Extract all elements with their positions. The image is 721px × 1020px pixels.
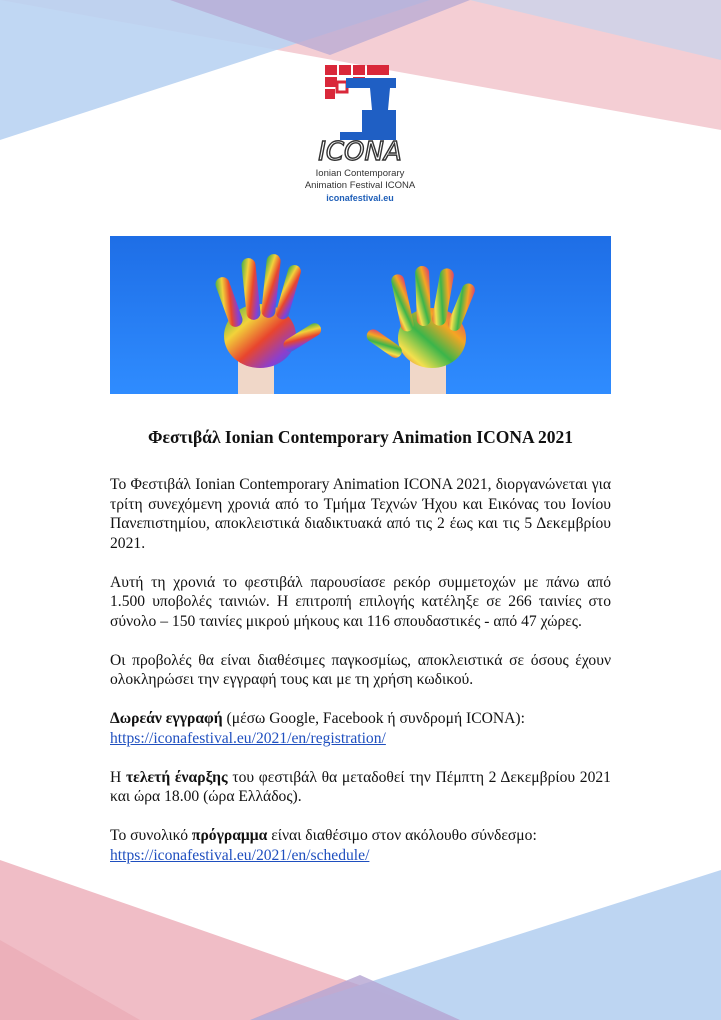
paragraph-submissions: Αυτή τη χρονιά το φεστιβάλ παρουσίασε ρεκόρ συμμετοχών με πάνω από 1.500 υποβολές ταινιών. Η επιτροπή επιλογής κατέληξε σε 266 ταινίες στο σύνολο – 150 ταινίες μικρού μήκους και 116 σπουδαστικές - από 47 χώρες.: [110, 573, 611, 630]
opening-text-b: του φεστιβάλ θα μεταδοθεί την Πέμπτη 2 Δεκεμβρίου 2021 και ώρα 18.00 (ώρα Ελλάδος).: [110, 768, 611, 805]
logo-site: iconafestival.eu: [326, 193, 394, 203]
painted-hands-image: [110, 236, 611, 394]
paragraph-intro: Το Φεστιβάλ Ionian Contemporary Animation ICONA 2021, διοργανώνεται για τρίτη συνεχόμενη χρονιά από το Τμήμα Τεχνών Ήχου και Εικόνας του Ιονίου Πανεπιστημίου, αποκλειστικά διαδικτυακά από τις 2 έως και τις 5 Δεκεμβρίου 2021.: [110, 476, 611, 552]
page-title: Φεστιβάλ Ionian Contemporary Animation ICONA 2021: [147, 427, 574, 447]
logo-line-2: Animation Festival ICONA: [304, 180, 416, 191]
paragraph-opening: [110, 768, 611, 807]
paragraph-schedule: [110, 826, 611, 865]
logo-line-1: Ionian Contemporary: [315, 168, 405, 179]
registration-link[interactable]: https://iconafestival.eu/2021/en/registration/: [110, 729, 386, 747]
paragraph-registration: [110, 709, 611, 748]
opening-text-a: Η: [110, 768, 126, 786]
schedule-bold: πρόγραμμα: [191, 827, 268, 844]
article-body: [110, 475, 611, 885]
schedule-text-b: είναι διαθέσιμο στον ακόλουθο σύνδεσμο:: [267, 827, 537, 844]
opening-bold: τελετή έναρξης: [125, 768, 228, 786]
schedule-text-a: Το συνολικό: [110, 827, 192, 844]
logo-caption: [270, 168, 450, 205]
svg-text:ICONA: ICONA: [318, 137, 402, 167]
registration-bold: Δωρεάν εγγραφή: [110, 710, 223, 727]
schedule-link[interactable]: https://iconafestival.eu/2021/en/schedule/: [110, 846, 370, 864]
paragraph-screenings: Οι προβολές θα είναι διαθέσιμες παγκοσμίως, αποκλειστικά σε όσους έχουν ολοκληρώσει την εγγραφή τους και με τη χρήση κωδικού.: [110, 651, 611, 688]
registration-text: (μέσω Google, Facebook ή συνδρομή ICONA):: [222, 710, 525, 727]
